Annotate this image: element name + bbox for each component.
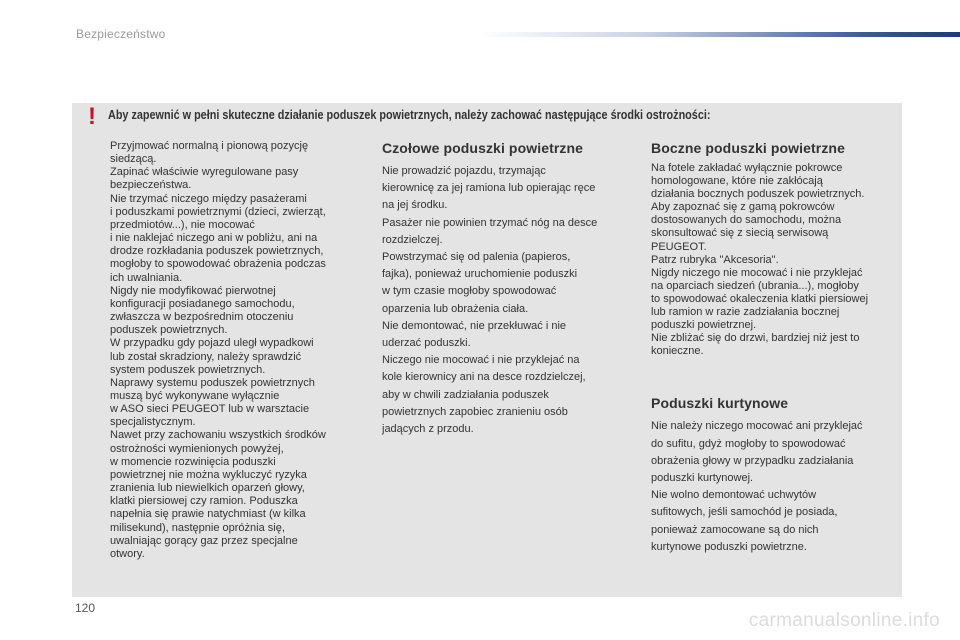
text-line: lub został skradziony, należy sprawdzić (110, 350, 302, 363)
text-line: poduszki powietrznej. (651, 319, 757, 332)
text-line: zranienia lub niewielkich oparzeń głowy, (110, 482, 305, 495)
watermark: carmanualsonline.info (748, 610, 940, 631)
warning-exclamation-icon: ! (88, 103, 96, 130)
text-line: dostosowanych do samochodu, można (651, 214, 842, 227)
text-line: rozdzielczej. (382, 233, 443, 246)
page-number: 120 (75, 601, 96, 615)
text-line: do sufitu, gdyż mogłoby to spowodować (651, 437, 846, 450)
text-line: w tym czasie mogłoby spowodować (382, 285, 557, 298)
text-line: aby w chwili zadziałania poduszek (382, 388, 549, 401)
text-line: skonsultować się z siecią serwisową (651, 227, 829, 240)
text-line: Naprawy systemu poduszek powietrznych (110, 376, 315, 389)
text-line: zwłaszcza w bezpośrednim otoczeniu (110, 311, 294, 324)
text-line: przedmiotów...), nie mocować (110, 218, 255, 231)
text-line: i nie naklejać niczego ani w pobliżu, ani na (110, 232, 318, 245)
section-title: Bezpieczeństwo (76, 27, 166, 41)
text-line: napełnia się prawie natychmiast (w kilka (110, 508, 306, 521)
text-line: Nigdy niczego nie mocować i nie przyklejać (651, 266, 863, 279)
text-line: ostrożności wymienionych powyżej, (110, 442, 284, 455)
text-line: i poduszkami powietrznymi (dzieci, zwierząt, (110, 205, 326, 218)
general-precautions-column (110, 140, 358, 561)
text-line: klatki piersiowej czy ramion. Poduszka (110, 495, 298, 508)
frontal-airbags-column (382, 140, 632, 438)
text-line: Nie trzymać niczego między pasażerami (110, 192, 307, 205)
text-line: Nie prowadzić pojazdu, trzymając (382, 165, 546, 177)
text-line: drodze rozkładania poduszek powietrznych, (110, 245, 324, 258)
text-line: mogłoby to spowodować obrażenia podczas (110, 258, 326, 271)
text-line: kurtynowe poduszki powietrzne. (651, 540, 807, 553)
text-line: w ASO sieci PEUGEOT lub w warsztacie (110, 403, 310, 416)
text-line: ponieważ zamocowane są do nich (651, 523, 819, 536)
warning-header (72, 103, 902, 131)
text-line: Nie zbliżać się do drzwi, bardziej niż jest to (651, 332, 860, 345)
text-line: Nie wolno demontować uchwytów (651, 489, 817, 502)
text-line: fajka), ponieważ uruchomienie poduszki (382, 268, 578, 281)
text-line: Nigdy nie modyfikować pierwotnej (110, 284, 276, 297)
text-line: kierownicę za jej ramiona lub opierając ręce (382, 182, 596, 195)
text-line: w momencie rozwinięcia poduszki (110, 455, 276, 468)
text-line: Aby zapoznać się z gamą pokrowców (651, 201, 835, 214)
text-line: na jej środku. (382, 199, 448, 212)
side-airbags-heading: Boczne poduszki powietrzne (651, 140, 845, 156)
text-line: na oparciach siedzeń (ubrania...), mogłoby (651, 279, 859, 292)
text-line: uwalniając gorący gaz przez specjalne (110, 534, 298, 547)
text-line: Przyjmować normalną i pionową pozycję (110, 140, 309, 152)
text-line: działania bocznych poduszek powietrznych. (651, 188, 865, 201)
text-line: poduszki kurtynowej. (651, 472, 754, 485)
text-line: W przypadku gdy pojazd uległ wypadkowi (110, 337, 314, 350)
text-line: Nie demontować, nie przekłuwać i nie (382, 319, 567, 332)
text-line: PEUGEOT. (651, 240, 707, 253)
text-line: lub ramion w razie zadziałania bocznej (651, 306, 840, 319)
text-line: milisekund), następnie opróżnia się, (110, 521, 285, 534)
header-gradient-bar (478, 32, 960, 37)
text-line: to spowodować okaleczenia klatki piersiowej (651, 292, 869, 305)
text-line: ich uwalniania. (110, 271, 183, 284)
text-line: system poduszek powietrznych. (110, 363, 266, 376)
text-line: otwory. (110, 547, 145, 560)
curtain-airbags-heading: Poduszki kurtynowe (651, 395, 789, 412)
text-line: konfiguracji posiadanego samochodu, (110, 297, 295, 310)
frontal-airbags-heading: Czołowe poduszki powietrzne (382, 140, 584, 156)
text-line: jadących z przodu. (382, 423, 474, 436)
warning-title: Aby zapewnić w pełni skuteczne działanie poduszek powietrznych, należy zachować następujące środki ostrożności: (108, 108, 711, 122)
text-line: poduszek powietrznych. (110, 324, 228, 337)
text-line: konieczne. (651, 345, 704, 358)
text-line: Powstrzymać się od palenia (papieros, (382, 251, 571, 264)
text-line: specjalistycznym. (110, 416, 196, 429)
text-line: Patrz rubryka "Akcesoria". (651, 253, 779, 266)
text-line: oparzenia lub obrażenia ciała. (382, 302, 529, 315)
text-line: sufitowych, jeśli samochód je posiada, (651, 506, 838, 519)
text-line: powietrznych zapobiec zranieniu osób (382, 405, 568, 418)
text-line: siedzącą. (110, 153, 157, 166)
text-line: Niczego nie mocować i nie przyklejać na (382, 354, 580, 367)
text-line: Zapinać właściwie wyregulowane pasy (110, 166, 299, 179)
text-line: Nawet przy zachowaniu wszystkich środków (110, 429, 326, 442)
text-line: bezpieczeństwa. (110, 179, 192, 192)
text-line: muszą być wykonywane wyłącznie (110, 389, 280, 402)
text-line: uderzać poduszki. (382, 337, 471, 350)
text-line: powietrznej nie można wykluczyć ryzyka (110, 468, 307, 481)
text-line: homologowane, które nie zakłócają (651, 175, 823, 188)
text-line: Pasażer nie powinien trzymać nóg na desce (382, 216, 598, 229)
side-airbags-column (651, 140, 899, 556)
text-line: Nie należy niczego mocować ani przyklejać (651, 420, 863, 433)
text-line: obrażenia głowy w przypadku zadziałania (651, 454, 854, 467)
text-line: Na fotele zakładać wyłącznie pokrowce (651, 162, 843, 174)
text-line: kole kierownicy ani na desce rozdzielczej, (382, 371, 586, 384)
